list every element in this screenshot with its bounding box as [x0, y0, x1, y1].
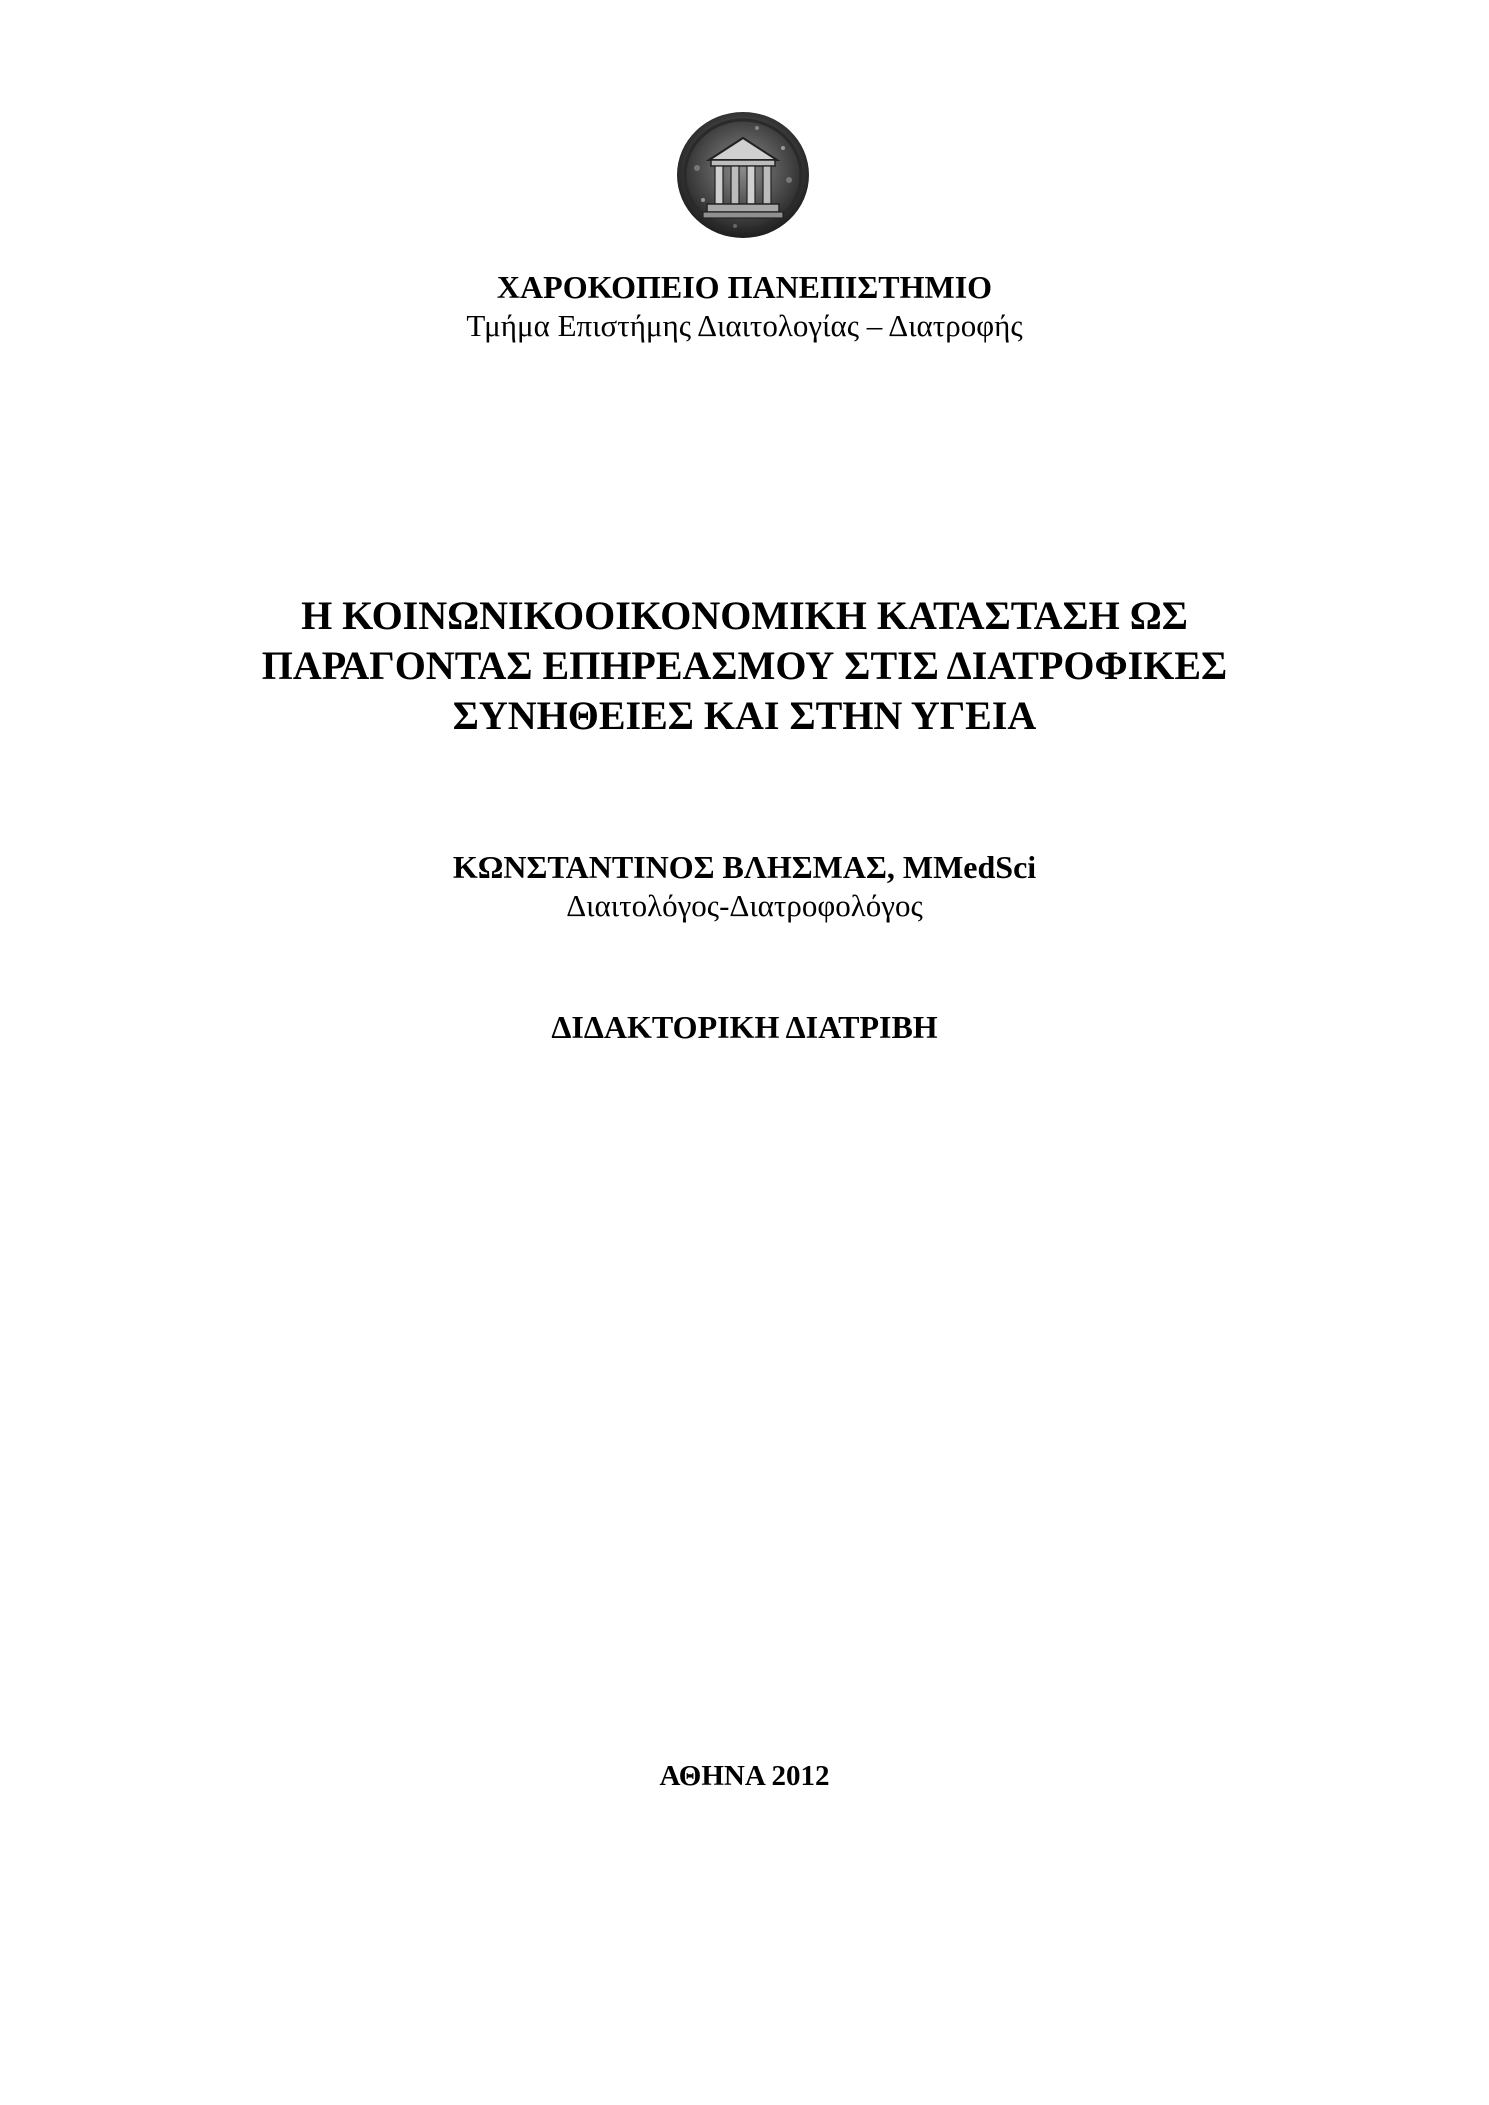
thesis-title-line: ΣΥΝΗΘΕΙΕΣ ΚΑΙ ΣΤΗΝ ΥΓΕΙΑ [452, 693, 1037, 738]
thesis-title-line: ΠΑΡΑΓΟΝΤΑΣ ΕΠΗΡΕΑΣΜΟΥ ΣΤΙΣ ΔΙΑΤΡΟΦΙΚΕΣ [261, 643, 1228, 688]
place-year: ΑΘΗΝΑ 2012 [659, 1760, 830, 1792]
university-name: ΧΑΡΟΚΟΠΕΙΟ ΠΑΝΕΠΙΣΤΗΜΙΟ [496, 269, 993, 305]
author-role: Διαιτολόγος-Διατροφολόγος [566, 888, 923, 923]
thesis-title-line: Η ΚΟΙΝΩΝΙΚΟΟΙΚΟΝΟΜΙΚΗ ΚΑΤΑΣΤΑΣΗ ΩΣ [301, 593, 1188, 638]
author-name: ΚΩΝΣΤΑΝΤΙΝΟΣ ΒΛΗΣΜΑΣ, MMedSci [452, 849, 1037, 885]
university-seal-icon [673, 108, 813, 243]
department-name: Τμήμα Επιστήμης Διαιτολογίας – Διατροφής [466, 308, 1023, 343]
document-type: ΔΙΔΑΚΤΟΡΙΚΗ ΔΙΑΤΡΙΒΗ [551, 1009, 938, 1045]
thesis-title [0, 591, 1489, 741]
